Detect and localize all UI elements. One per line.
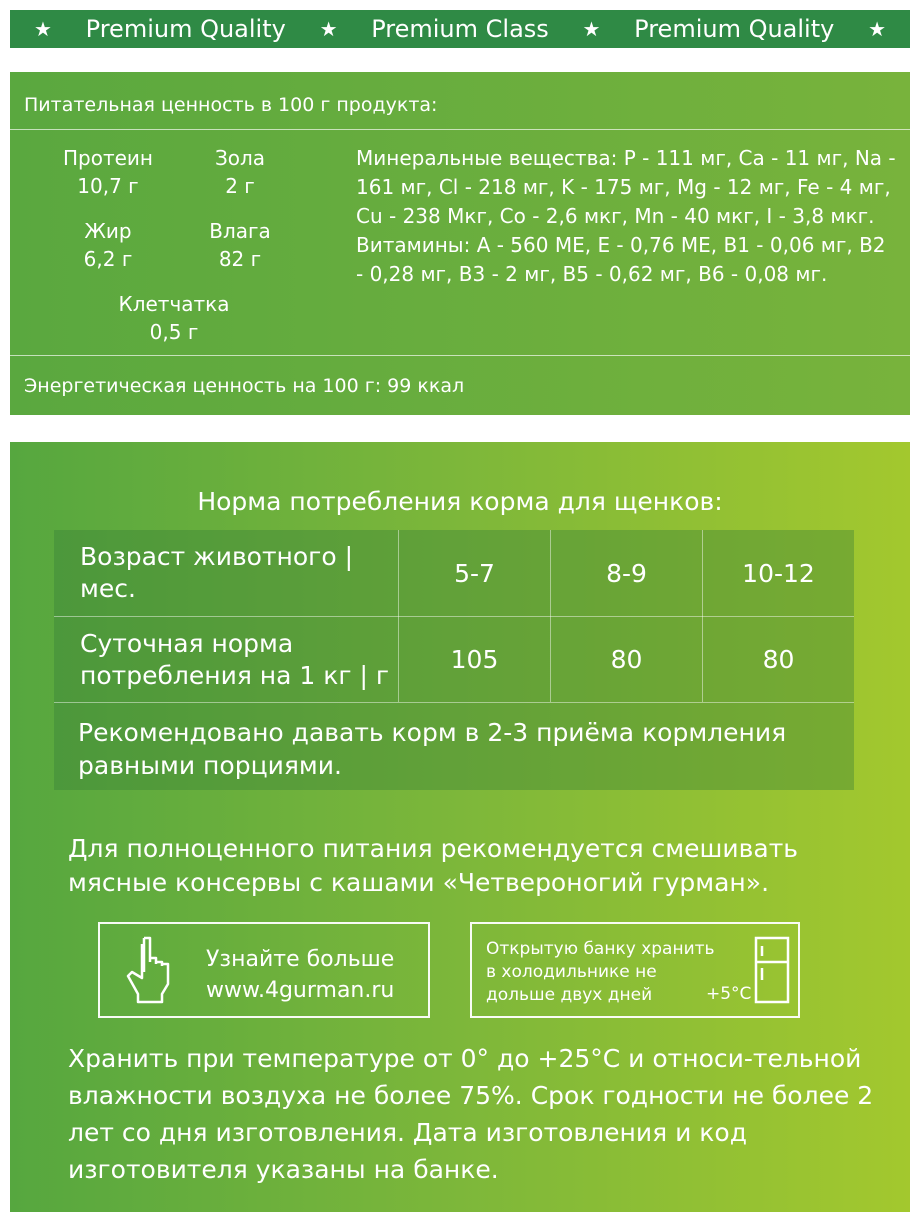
star-icon: ★ bbox=[319, 17, 338, 41]
daily-cell: 80 bbox=[762, 645, 795, 674]
hand-pointer-icon bbox=[122, 932, 186, 1008]
learn-more-text bbox=[206, 944, 394, 1006]
ash-value: 2 г bbox=[225, 174, 255, 198]
norm-table bbox=[54, 530, 854, 790]
daily-header: Суточная норма потребления на 1 кг | г bbox=[80, 628, 389, 690]
star-icon: ★ bbox=[868, 17, 886, 41]
learn-more-line1: Узнайте больше bbox=[206, 947, 395, 972]
premium-banner bbox=[10, 10, 910, 48]
moisture-label: Влага bbox=[209, 219, 271, 243]
minerals-text: P - 111 мг, Ca - 11 мг, Na - 161 мг, Cl - 218 мг, K - 175 мг, Mg - 12 мг, Fe - 4 мг, Cu - 238 Мкг, Co - 2,6 мкг, Mn - 40 мкг, I - 3,8 мкг. bbox=[356, 146, 896, 228]
feeding-panel bbox=[10, 442, 910, 1212]
age-cell: 8-9 bbox=[606, 558, 647, 588]
fridge-icon bbox=[754, 936, 790, 1004]
moisture-item bbox=[160, 217, 320, 273]
fat-label: Жир bbox=[84, 219, 132, 243]
fiber-label: Клетчатка bbox=[118, 292, 230, 316]
minerals-vitamins bbox=[356, 144, 896, 289]
minerals-label: Минеральные вещества: bbox=[356, 146, 618, 170]
storage-box bbox=[470, 922, 800, 1018]
protein-label: Протеин bbox=[63, 146, 153, 170]
daily-cell: 80 bbox=[610, 645, 643, 674]
storage-box-text: Открытую банку хранить в холодильнике не дольше двух дней bbox=[486, 939, 715, 1005]
star-icon: ★ bbox=[34, 17, 52, 41]
nutrition-heading: Питательная ценность в 100 г продукта: bbox=[24, 94, 438, 116]
vitamins-text: A - 560 МЕ, E - 0,76 МЕ, B1 - 0,06 мг, B2 - 0,28 мг, B3 - 2 мг, B5 - 0,62 мг, B6 - 0,08 мг. bbox=[356, 233, 886, 286]
divider bbox=[10, 129, 910, 130]
vitamins-label: Витамины: bbox=[356, 233, 471, 257]
ash-item bbox=[160, 144, 320, 200]
energy-value: Энергетическая ценность на 100 г: 99 ккал bbox=[24, 375, 465, 397]
fat-value: 6,2 г bbox=[83, 247, 133, 271]
storage-conditions: Хранить при температуре от 0° до +25°С и относи-тельной влажности воздуха не более 75%. Срок годности не более 2 лет со дня изготовления. Дата изготовления и код изготовителя указаны на банке. bbox=[68, 1044, 874, 1184]
divider bbox=[10, 355, 910, 356]
age-cell: 10-12 bbox=[742, 558, 815, 588]
age-header: Возраст животного | мес. bbox=[80, 542, 353, 603]
feeding-recommendation: Рекомендовано давать корм в 2-3 приёма кормления равными порциями. bbox=[78, 718, 787, 780]
learn-more-box[interactable] bbox=[98, 922, 430, 1018]
star-icon: ★ bbox=[582, 17, 601, 41]
moisture-value: 82 г bbox=[218, 247, 262, 271]
nutrition-panel bbox=[10, 72, 910, 415]
fiber-item bbox=[94, 290, 254, 346]
daily-cell: 105 bbox=[450, 645, 499, 674]
table-divider bbox=[54, 702, 854, 703]
website-link[interactable]: www.4gurman.ru bbox=[206, 978, 395, 1003]
ash-label: Зола bbox=[214, 146, 266, 170]
banner-text-1: Premium Quality bbox=[85, 15, 286, 43]
fiber-value: 0,5 г bbox=[149, 320, 199, 344]
protein-value: 10,7 г bbox=[77, 174, 139, 198]
norm-title: Норма потребления корма для щенков: bbox=[197, 487, 723, 516]
banner-text-2: Premium Class bbox=[371, 15, 549, 43]
age-cell: 5-7 bbox=[454, 558, 495, 588]
storage-temp: +5°C bbox=[706, 984, 752, 1004]
mix-recommendation: Для полноценного питания рекомендуется смешивать мясные консервы с кашами «Четвероногий гурман». bbox=[68, 834, 799, 897]
banner-text-3: Premium Quality bbox=[634, 15, 835, 43]
